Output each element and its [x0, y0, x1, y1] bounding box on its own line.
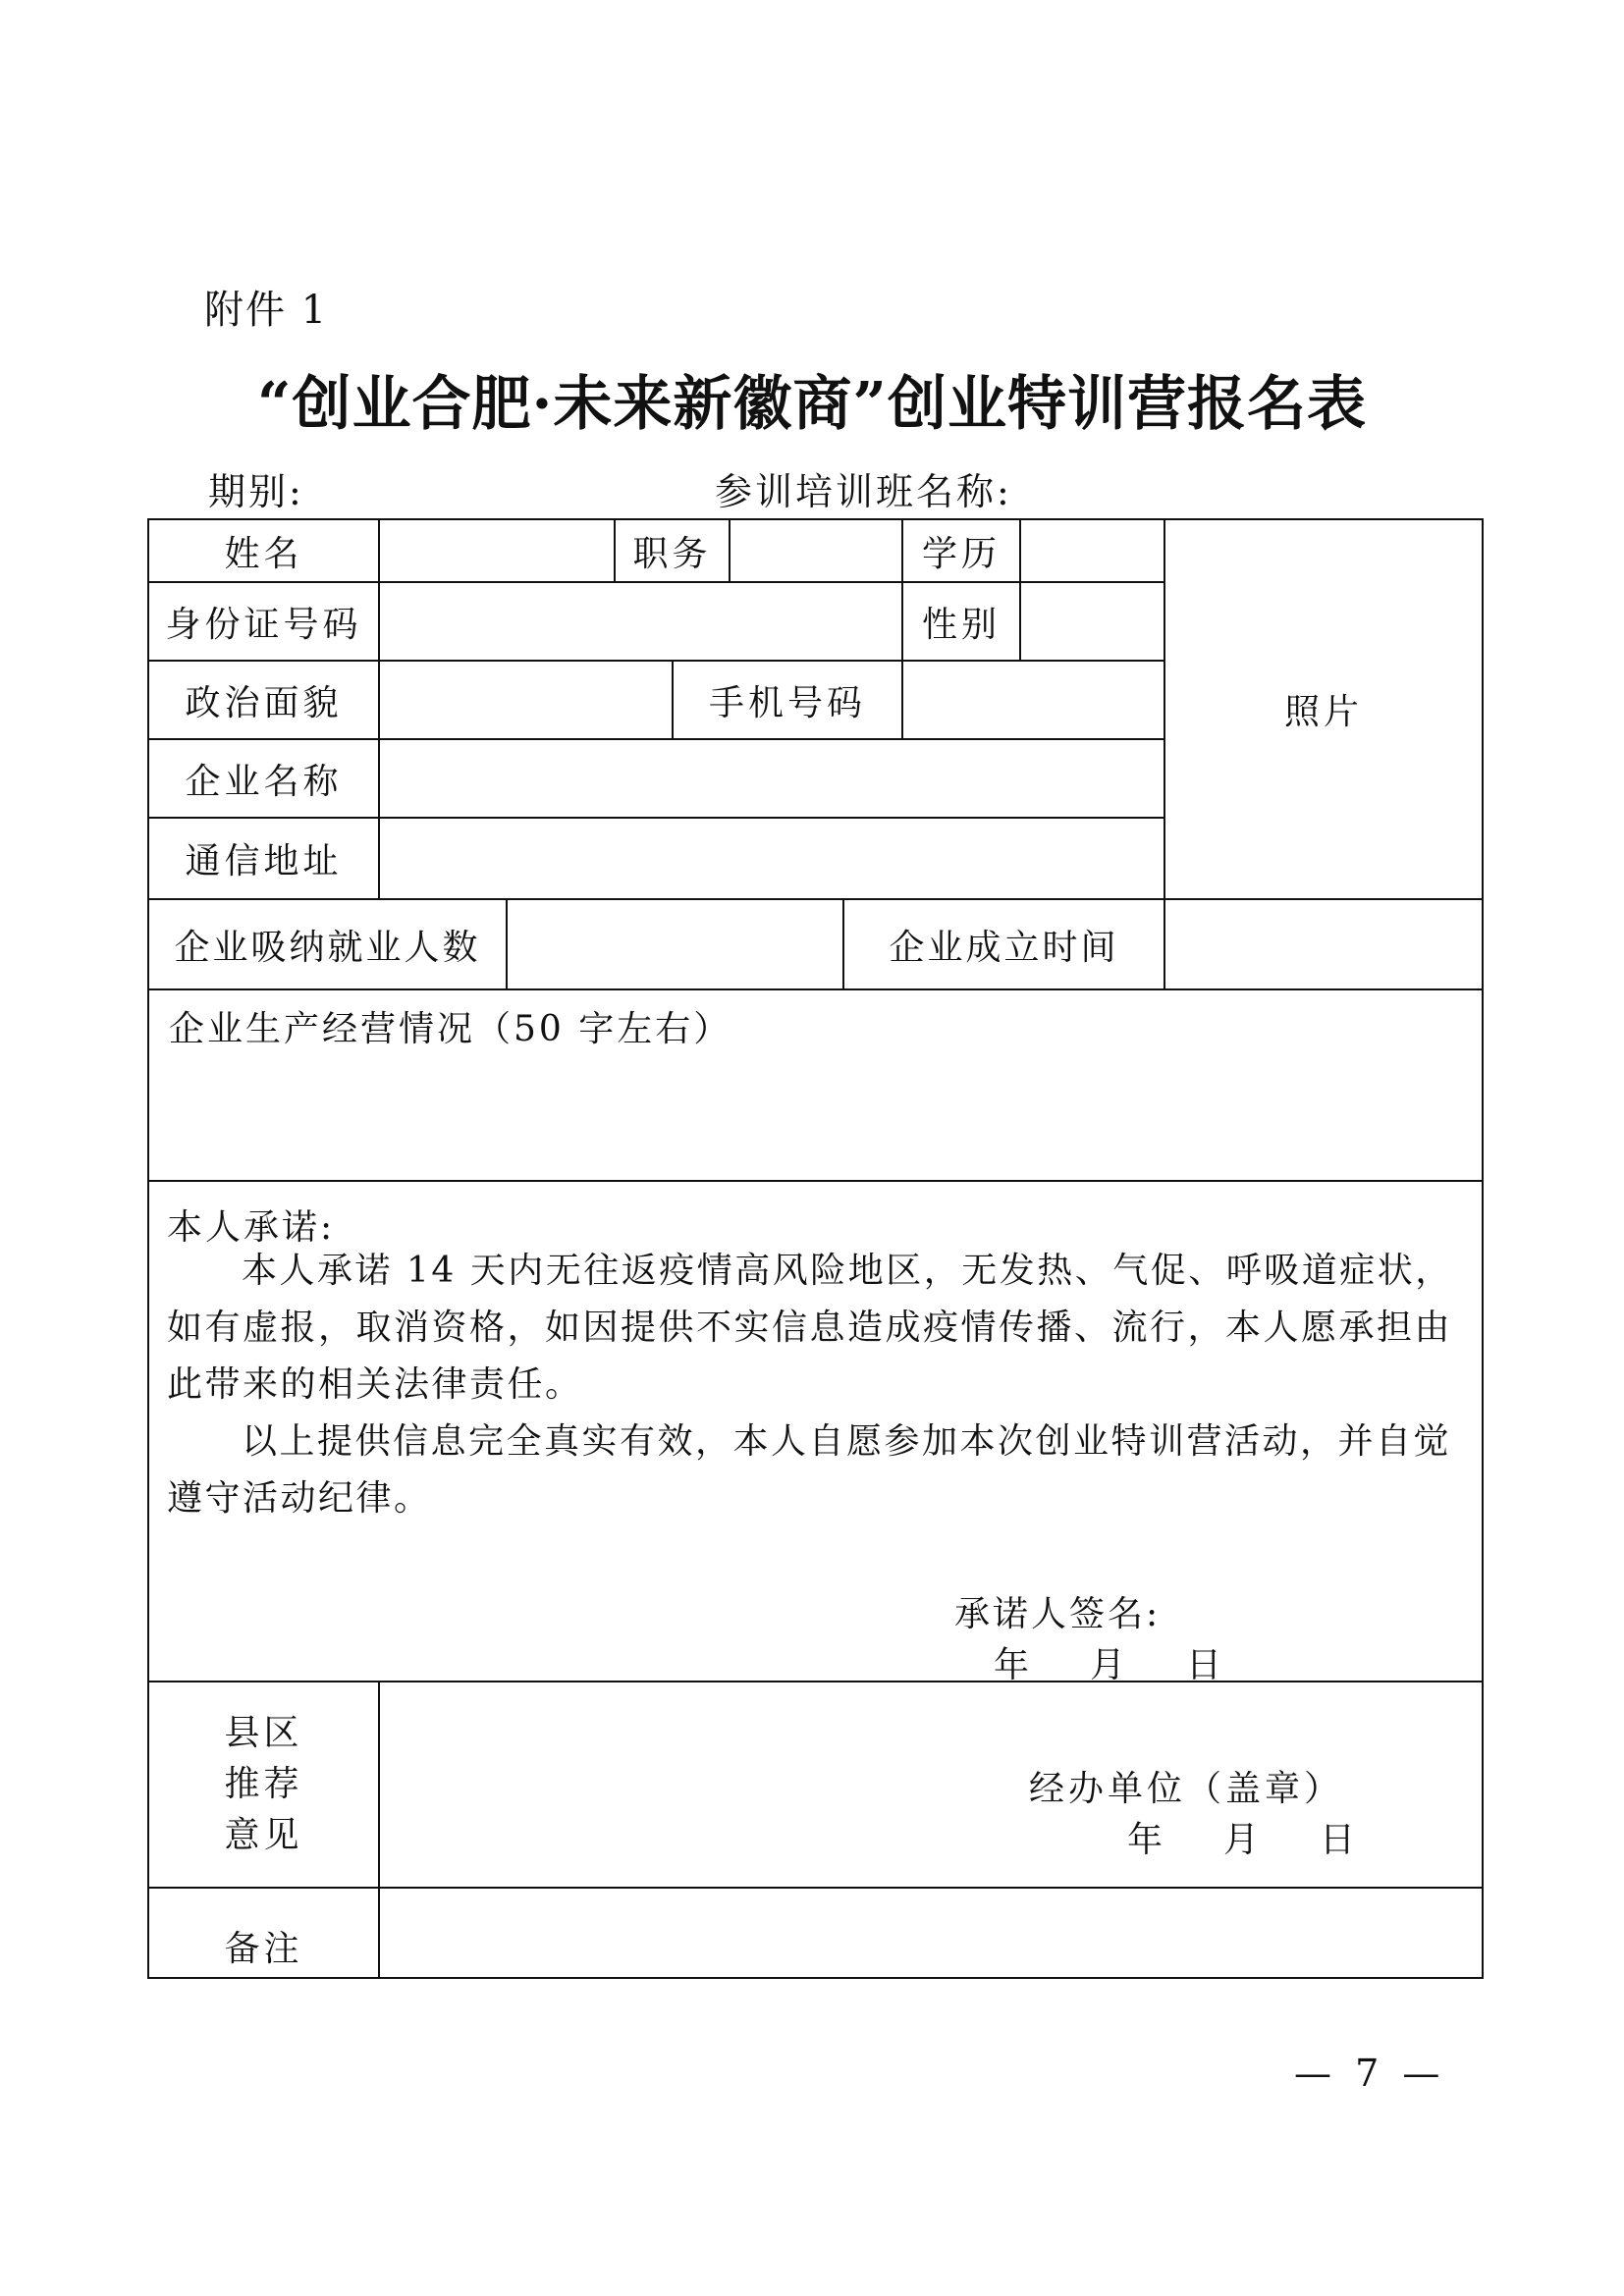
- county-label-line-1: 县区: [224, 1713, 303, 1753]
- row-divider: [149, 1180, 1482, 1182]
- promise-paragraph-2: [167, 1414, 1473, 1527]
- company-name-label: 企业名称: [185, 761, 343, 802]
- promise-text-2: 以上提供信息完全真实有效，本人自愿参加本次创业特训营活动，并自觉遵守活动纪律。: [167, 1421, 1452, 1519]
- column-divider: [506, 898, 508, 988]
- phone-label: 手机号码: [708, 682, 866, 723]
- education-label: 学历: [921, 533, 1001, 574]
- handling-unit-label: 经办单位（盖章）: [1029, 1769, 1344, 1809]
- name-label: 姓名: [224, 533, 303, 574]
- promise-text-1: 本人承诺 14 天内无往返疫情高风险地区，无发热、气促、呼吸道症状，如有虚报，取消资格，如因提供不实信息造成疫情传播、流行，本人愿承担由此带来的相关法律责任。: [167, 1251, 1453, 1405]
- column-divider: [1019, 520, 1021, 660]
- column-divider: [901, 660, 903, 738]
- photo-label: 照片: [1283, 692, 1363, 732]
- operations-label: 企业生产经营情况（50 字左右）: [169, 1009, 732, 1049]
- promise-paragraph-1: [167, 1243, 1473, 1414]
- county-recommendation-label: [149, 1708, 378, 1861]
- row-divider: [149, 1887, 1482, 1889]
- address-label: 通信地址: [185, 841, 343, 881]
- unit-date-year: 年: [1127, 1820, 1166, 1860]
- county-label-line-2: 推荐: [224, 1764, 303, 1804]
- unit-date-day: 日: [1320, 1820, 1359, 1860]
- position-label: 职务: [632, 533, 712, 574]
- period-label: 期别:: [208, 470, 304, 513]
- political-status-label: 政治面貌: [185, 682, 343, 723]
- column-divider: [378, 1681, 380, 1979]
- remarks-label: 备注: [224, 1928, 303, 1969]
- attachment-label: 附件 1: [204, 288, 329, 333]
- column-divider: [378, 520, 380, 898]
- county-label-line-3: 意见: [224, 1815, 303, 1855]
- promise-heading: 本人承诺:: [167, 1207, 336, 1248]
- gender-label: 性别: [921, 604, 1001, 645]
- promise-date-month: 月: [1090, 1645, 1129, 1685]
- promise-date-day: 日: [1186, 1645, 1225, 1685]
- class-name-label: 参训培训班名称:: [715, 470, 1012, 513]
- row-divider: [149, 1681, 1482, 1682]
- unit-date-month: 月: [1223, 1820, 1263, 1860]
- promise-date-year: 年: [994, 1645, 1033, 1685]
- column-divider: [729, 520, 731, 581]
- id-number-label: 身份证号码: [165, 604, 362, 645]
- employees-label: 企业吸纳就业人数: [174, 927, 481, 968]
- signature-label: 承诺人签名:: [954, 1594, 1162, 1634]
- page-number: — 7 —: [1294, 2052, 1446, 2095]
- page-title: “创业合肥·未来新徽商”创业特训营报名表: [257, 370, 1367, 439]
- row-divider: [149, 988, 1482, 990]
- founded-time-label: 企业成立时间: [889, 927, 1119, 968]
